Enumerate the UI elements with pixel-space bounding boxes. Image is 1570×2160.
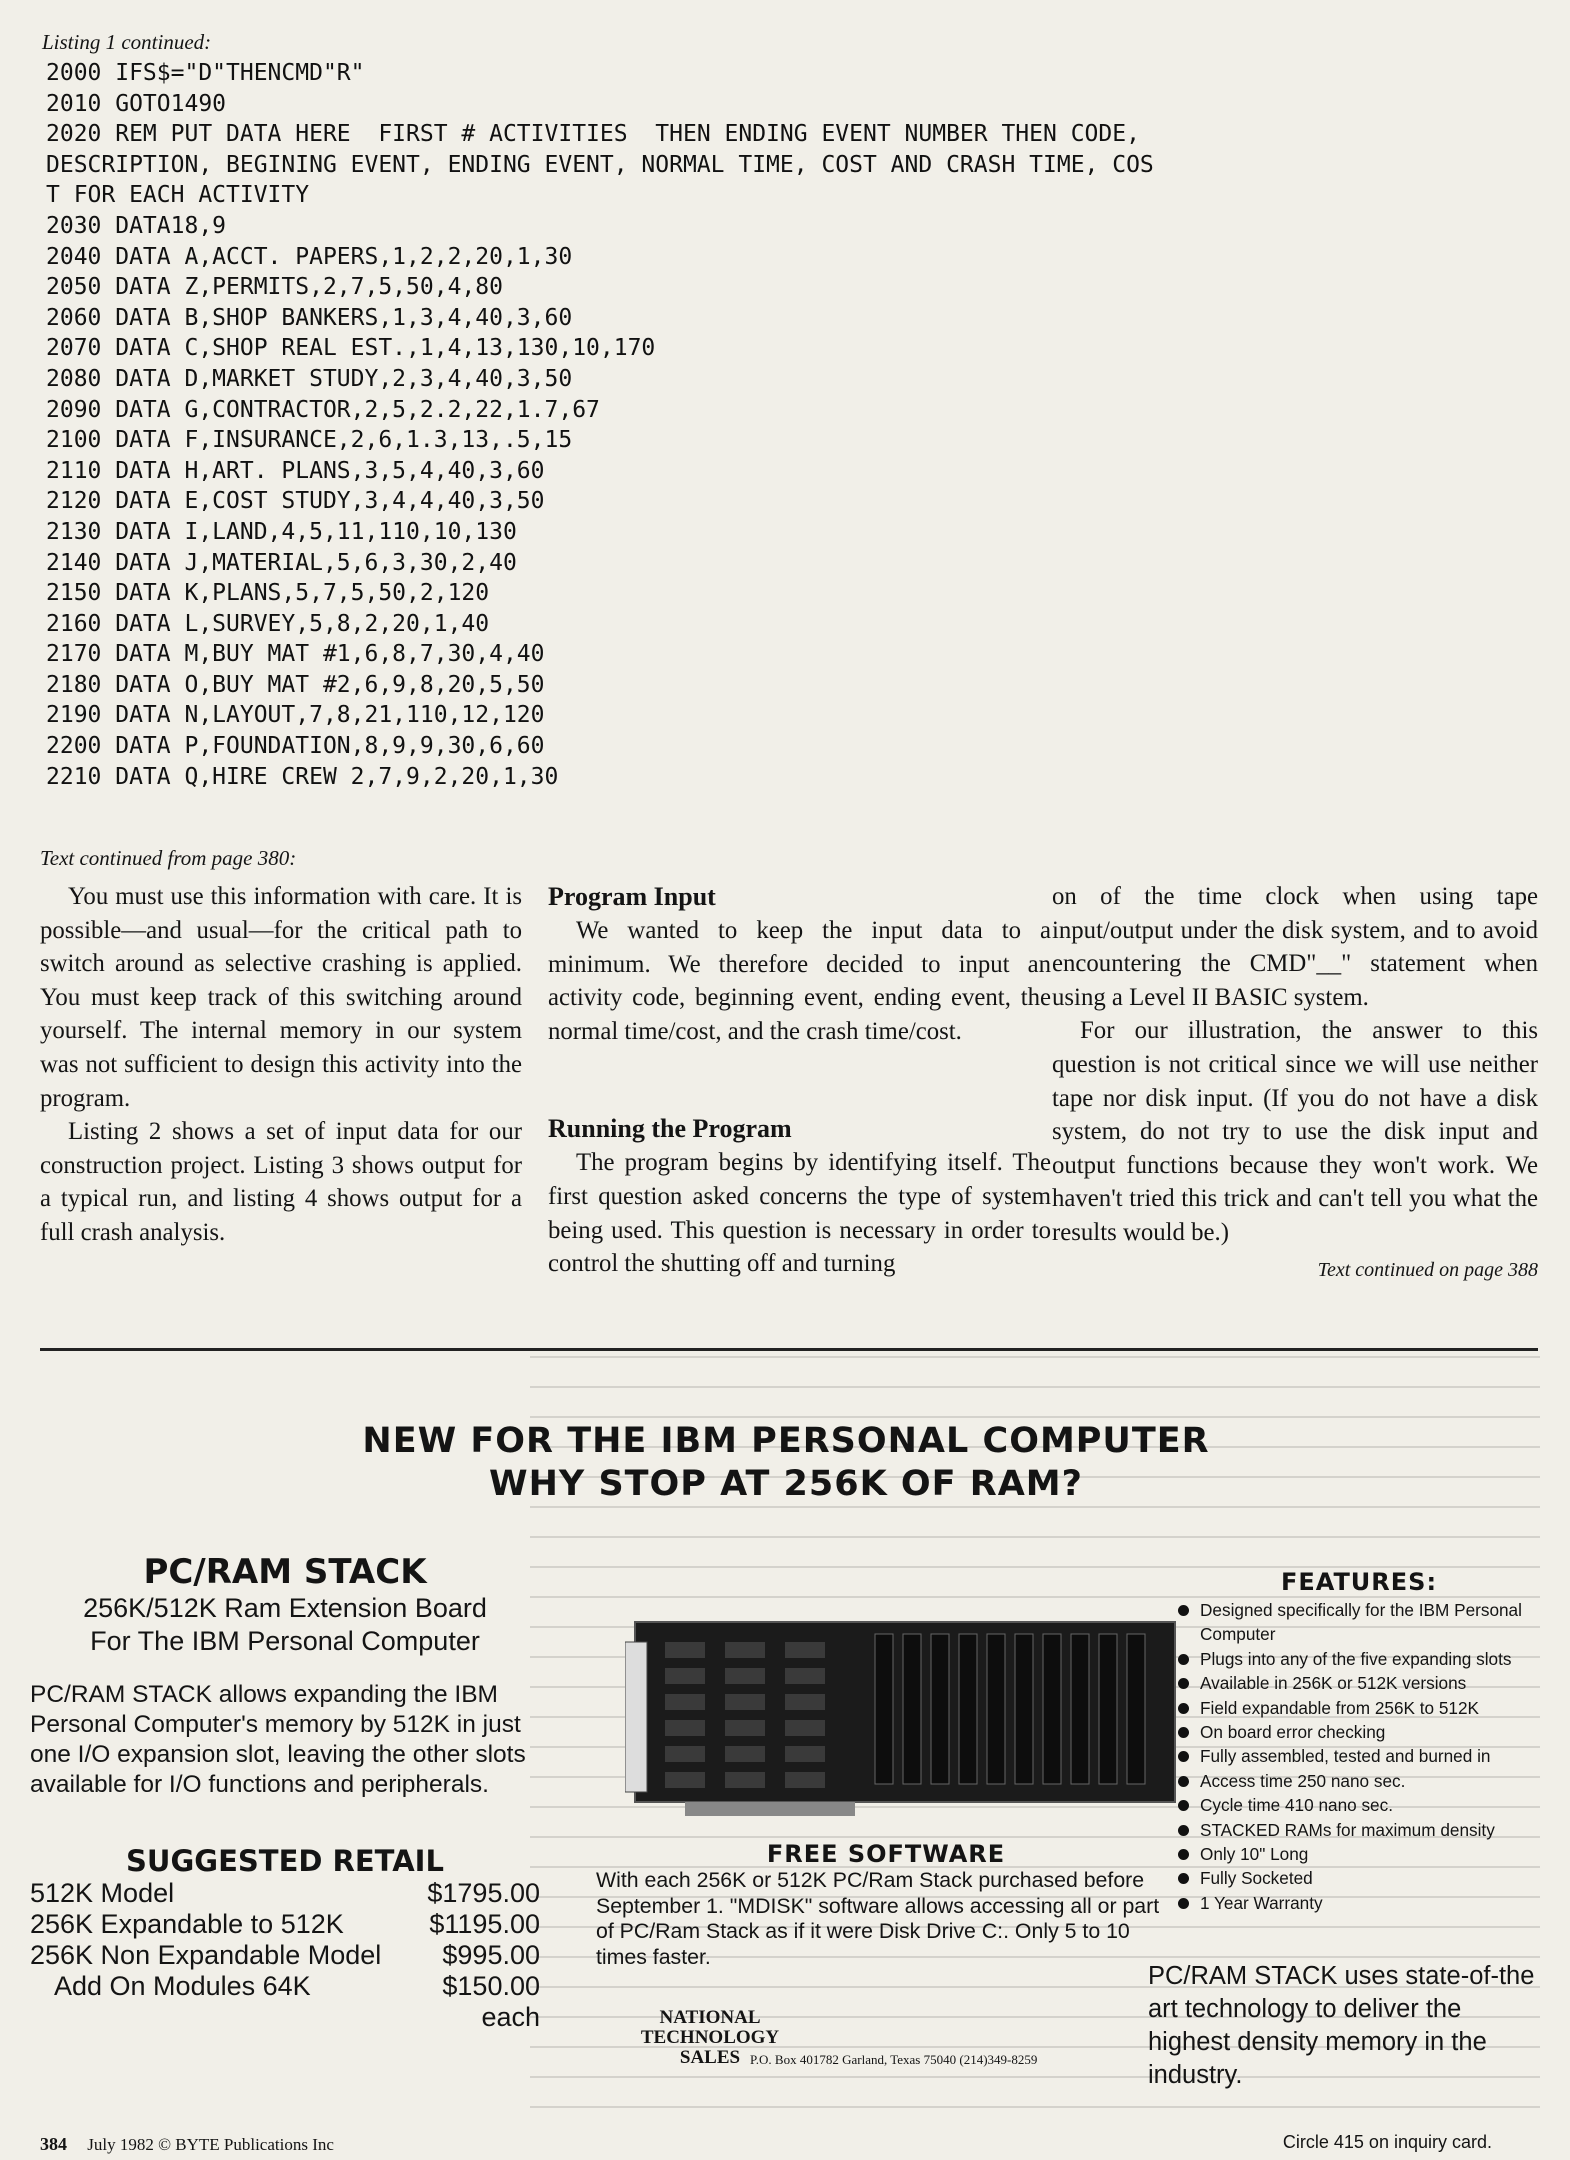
feature-text: Field expandable from 256K to 512K bbox=[1200, 1697, 1480, 1718]
article-column-1 bbox=[40, 880, 522, 1250]
bullet-icon bbox=[1178, 1825, 1189, 1836]
features-list bbox=[1176, 1598, 1542, 1915]
feature-text: On board error checking bbox=[1200, 1722, 1386, 1743]
article-paragraph: We wanted to keep the input data to a minimum. We therefore decided to input an activity code, beginning event, ending event, the normal time/cost, and the crash time/cost. bbox=[548, 917, 1051, 1045]
article-paragraph: on of the time clock when using tape input/output under the disk system, and to avoid encountering the CMD"__" statement when using a Level II BASIC system. bbox=[1052, 883, 1538, 1011]
code-line: 2190 DATA N,LAYOUT,7,8,21,110,12,120 bbox=[46, 702, 545, 729]
feature-item bbox=[1176, 1598, 1542, 1647]
price-row bbox=[30, 1878, 540, 1909]
feature-text: Only 10" Long bbox=[1200, 1844, 1309, 1865]
article-paragraph: You must use this information with care. It is possible—and usual—for the critical path to switch around as selective crashing is applied. You must keep track of this switching around yourself. The internal memory in our system was not sufficient to design this activity into the program. bbox=[40, 883, 522, 1112]
bullet-icon bbox=[1178, 1849, 1189, 1860]
ad-headline-line1: NEW FOR THE IBM PERSONAL COMPUTER bbox=[362, 1421, 1210, 1461]
product-description: PC/RAM STACK allows expanding the IBM Personal Computer's memory by 512K in just one I/O expansion slot, leaving the other slots available for I/O functions and peripherals. bbox=[30, 1681, 526, 1798]
code-line: 2060 DATA B,SHOP BANKERS,1,3,4,40,3,60 bbox=[46, 304, 573, 331]
code-line: 2150 DATA K,PLANS,5,7,5,50,2,120 bbox=[46, 580, 490, 607]
magazine-page bbox=[30, 26, 1542, 2154]
product-subtitle-1: 256K/512K Ram Extension Board bbox=[83, 1593, 487, 1623]
code-line: 2030 DATA18,9 bbox=[46, 212, 227, 239]
price-row bbox=[30, 1971, 540, 2002]
code-line: 2160 DATA L,SURVEY,5,8,2,20,1,40 bbox=[46, 610, 490, 637]
feature-text: Available in 256K or 512K versions bbox=[1200, 1673, 1467, 1694]
price-value: $995.00 bbox=[442, 1940, 540, 1970]
feature-text: 1 Year Warranty bbox=[1200, 1892, 1323, 1913]
code-line: 2200 DATA P,FOUNDATION,8,9,9,30,6,60 bbox=[46, 733, 545, 760]
feature-item bbox=[1176, 1769, 1542, 1793]
code-line: 2010 GOTO1490 bbox=[46, 90, 227, 117]
article-paragraph: Listing 2 shows a set of input data for our construction project. Listing 3 shows output for a typical run, and listing 4 shows output for a full crash analysis. bbox=[40, 1118, 522, 1246]
bullet-icon bbox=[1178, 1898, 1189, 1909]
memory-board-photo bbox=[625, 1612, 1185, 1822]
company-name-line: NATIONAL bbox=[659, 2007, 761, 2028]
feature-text: Cycle time 410 nano sec. bbox=[1200, 1795, 1393, 1816]
bullet-icon bbox=[1178, 1873, 1189, 1884]
feature-item bbox=[1176, 1842, 1542, 1866]
page-footer bbox=[40, 2134, 334, 2155]
price-value: $1195.00 bbox=[429, 1909, 540, 1939]
company-address: P.O. Box 401782 Garland, Texas 75040 (214)349-8259 bbox=[750, 2052, 1038, 2067]
code-line: 2050 DATA Z,PERMITS,2,7,5,50,4,80 bbox=[46, 274, 503, 301]
product-subtitle-2: For The IBM Personal Computer bbox=[90, 1626, 480, 1656]
bullet-icon bbox=[1178, 1654, 1189, 1665]
code-line: DESCRIPTION, BEGINING EVENT, ENDING EVENT, NORMAL TIME, COST AND CRASH TIME, COS bbox=[46, 151, 1154, 178]
continued-from-note: Text continued from page 380: bbox=[40, 846, 297, 870]
price-label: 256K Non Expandable Model bbox=[30, 1940, 382, 1970]
retail-heading: SUGGESTED RETAIL bbox=[126, 1844, 444, 1878]
feature-text: Access time 250 nano sec. bbox=[1200, 1770, 1406, 1791]
continued-on-note: Text continued on page 388 bbox=[1317, 1258, 1538, 1281]
free-software-text: With each 256K or 512K PC/Ram Stack purchased before September 1. "MDISK" software allows accessing all or part of PC/Ram Stack as if it were Disk Drive C:. Only 5 to 10 times faster. bbox=[596, 1868, 1160, 1969]
feature-text: Fully assembled, tested and burned in bbox=[1200, 1746, 1491, 1767]
feature-item bbox=[1176, 1891, 1542, 1915]
publication-line: July 1982 © BYTE Publications Inc bbox=[87, 2135, 334, 2154]
price-unit-note: each bbox=[481, 2002, 540, 2032]
code-line: 2120 DATA E,COST STUDY,3,4,4,40,3,50 bbox=[46, 488, 545, 515]
article-paragraph: The program begins by identifying itself. The first question asked concerns the type of system being used. This question is necessary in order to control the shutting off and turning bbox=[548, 1149, 1051, 1278]
feature-item bbox=[1176, 1696, 1542, 1720]
article-paragraph: For our illustration, the answer to this question is not critical since we will use neither tape nor disk input. (If you do not have a disk system, do not try to use the disk input and output functions because they won't work. We haven't tried this trick and can't tell you what the results would be.) bbox=[1052, 1017, 1538, 1246]
code-line: 2210 DATA Q,HIRE CREW 2,7,9,2,20,1,30 bbox=[46, 763, 559, 790]
free-software-offer bbox=[596, 1840, 1176, 1970]
price-label: 256K Expandable to 512K bbox=[30, 1909, 344, 1939]
code-line: 2090 DATA G,CONTRACTOR,2,5,2.2,22,1.7,67 bbox=[46, 396, 600, 423]
section-heading-program-input: Program Input bbox=[548, 882, 716, 911]
bullet-icon bbox=[1178, 1751, 1189, 1762]
section-heading-running-program: Running the Program bbox=[548, 1114, 792, 1144]
ad-headline-line2: WHY STOP AT 256K OF RAM? bbox=[489, 1464, 1083, 1504]
bullet-icon bbox=[1178, 1605, 1189, 1616]
bullet-icon bbox=[1178, 1776, 1189, 1787]
page-number: 384 bbox=[40, 2134, 67, 2154]
code-line: 2020 REM PUT DATA HERE FIRST # ACTIVITIES THEN ENDING EVENT NUMBER THEN CODE, bbox=[46, 121, 1140, 148]
feature-item bbox=[1176, 1720, 1542, 1744]
product-tagline: PC/RAM STACK uses state-of-the art technology to deliver the highest density memory in the industry. bbox=[1148, 1962, 1535, 2089]
code-line: 2180 DATA O,BUY MAT #2,6,9,8,20,5,50 bbox=[46, 671, 545, 698]
feature-item bbox=[1176, 1793, 1542, 1817]
feature-text: Designed specifically for the IBM Personal Computer bbox=[1200, 1600, 1522, 1645]
article-column-2 bbox=[548, 880, 1051, 1281]
feature-item bbox=[1176, 1744, 1542, 1768]
feature-text: Fully Socketed bbox=[1200, 1868, 1313, 1889]
code-line: T FOR EACH ACTIVITY bbox=[46, 182, 310, 209]
code-line: 2170 DATA M,BUY MAT #1,6,8,7,30,4,40 bbox=[46, 641, 545, 668]
price-row bbox=[30, 1940, 540, 1971]
article-column-3 bbox=[1052, 880, 1538, 1287]
code-line: 2140 DATA J,MATERIAL,5,6,3,30,2,40 bbox=[46, 549, 517, 576]
section-divider bbox=[40, 1348, 1538, 1351]
advertisement bbox=[30, 1356, 1542, 2146]
bullet-icon bbox=[1178, 1703, 1189, 1714]
code-line: 2110 DATA H,ART. PLANS,3,5,4,40,3,60 bbox=[46, 457, 545, 484]
code-listing bbox=[46, 58, 1546, 792]
bullet-icon bbox=[1178, 1727, 1189, 1738]
feature-item bbox=[1176, 1818, 1542, 1842]
feature-item bbox=[1176, 1647, 1542, 1671]
code-line: 2130 DATA I,LAND,4,5,11,110,10,130 bbox=[46, 518, 517, 545]
feature-text: STACKED RAMs for maximum density bbox=[1200, 1819, 1495, 1840]
ad-headline bbox=[30, 1420, 1542, 1506]
listing-heading: Listing 1 continued: bbox=[42, 30, 212, 54]
free-software-heading: FREE SOFTWARE bbox=[766, 1840, 1006, 1868]
company-name-line: TECHNOLOGY bbox=[640, 2027, 780, 2048]
price-label: Add On Modules 64K bbox=[54, 1971, 311, 2001]
price-value: $150.00 bbox=[442, 1971, 540, 2001]
price-label: 512K Model bbox=[30, 1878, 175, 1908]
feature-text: Plugs into any of the five expanding slots bbox=[1200, 1648, 1512, 1669]
features-heading: FEATURES: bbox=[1280, 1568, 1438, 1596]
price-row bbox=[30, 1909, 540, 1940]
feature-item bbox=[1176, 1671, 1542, 1695]
product-name: PC/RAM STACK bbox=[143, 1552, 427, 1592]
code-line: 2070 DATA C,SHOP REAL EST.,1,4,13,130,10,170 bbox=[46, 335, 656, 362]
feature-item bbox=[1176, 1866, 1542, 1890]
features-box bbox=[1176, 1568, 1542, 1915]
price-value: $1795.00 bbox=[427, 1878, 540, 1908]
code-line: 2080 DATA D,MARKET STUDY,2,3,4,40,3,50 bbox=[46, 365, 573, 392]
inquiry-note: Circle 415 on inquiry card. bbox=[1282, 2132, 1492, 2152]
code-line: 2000 IFS$="D"THENCMD"R" bbox=[46, 60, 365, 86]
product-info bbox=[30, 1552, 540, 2032]
company-name-line: SALES bbox=[679, 2047, 741, 2068]
code-line: 2040 DATA A,ACCT. PAPERS,1,2,2,20,1,30 bbox=[46, 243, 573, 270]
code-line: 2100 DATA F,INSURANCE,2,6,1.3,13,.5,15 bbox=[46, 427, 573, 454]
bullet-icon bbox=[1178, 1800, 1189, 1811]
bullet-icon bbox=[1178, 1678, 1189, 1689]
